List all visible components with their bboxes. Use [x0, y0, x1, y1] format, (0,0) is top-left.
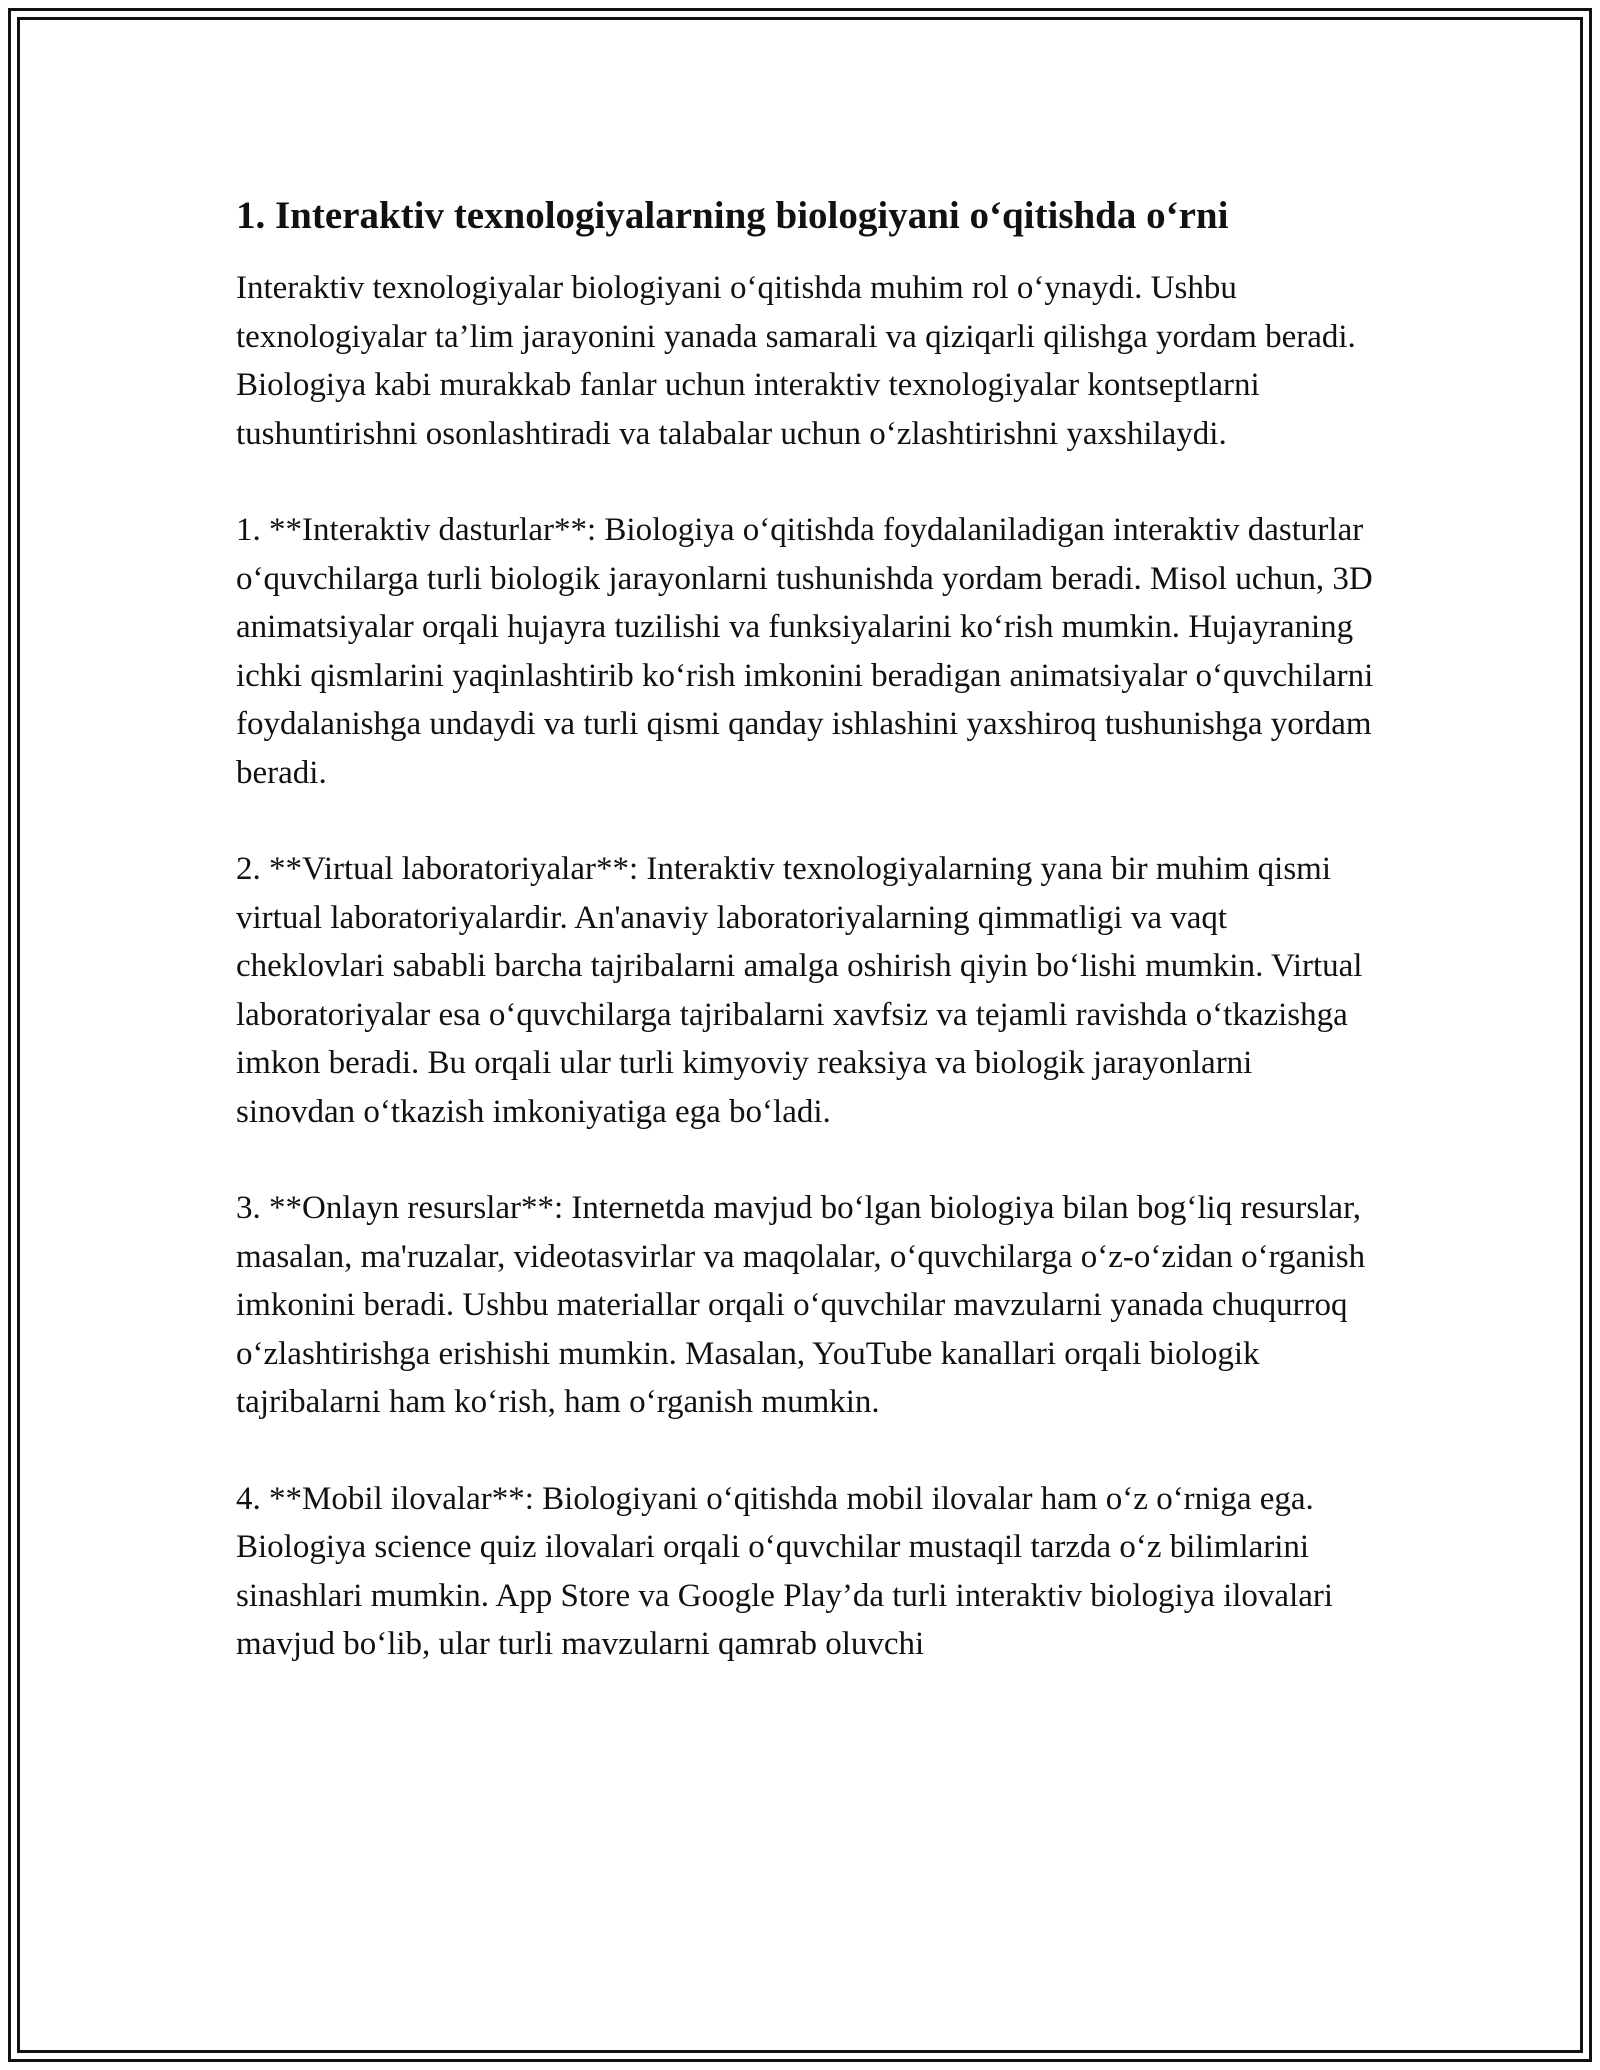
- section-title: 1. Interaktiv texnologiyalarning biologiyani o‘qitishda o‘rni: [236, 194, 1229, 237]
- paragraph-online-resources: 3. **Onlayn resurslar**: Internetda mavjud bo‘lgan biologiya bilan bog‘liq resurslar, masalan, ma'ruzalar, videotasvirlar va maqolalar, o‘quvchilarga o‘z-o‘zidan o‘rganish imkonini beradi. Ushbu materiallar orqali o‘quvchilar mavzularni yanada chuqurroq o‘zlashtirishga erishishi mumkin. Masalan, YouTube kanallari orqali biologik tajribalarni ham ko‘rish, ham o‘rganish mumkin.: [236, 1190, 1366, 1420]
- paragraph-mobile-apps: 4. **Mobil ilovalar**: Biologiyani o‘qitishda mobil ilovalar ham o‘z o‘rniga ega. Biologiya science quiz ilovalari orqali o‘quvchilar mustaqil tarzda o‘z bilimlarini sinashlari mumkin. App Store va Google Play’da turli interaktiv biologiya ilovalari mavjud bo‘lib, ular turli mavzularni qamrab oluvchi: [236, 1480, 1334, 1662]
- paragraph-virtual-labs: 2. **Virtual laboratoriyalar**: Interaktiv texnologiyalarning yana bir muhim qismi virtual laboratoriyalardir. An'anaviy laboratoriyalarning qimmatligi va vaqt cheklovlari sababli barcha tajribalarni amalga oshirish qiyin bo‘lishi mumkin. Virtual laboratoriyalar esa o‘quvchilarga tajribalarni xavfsiz va tejamli ravishda o‘tkazishga imkon beradi. Bu orqali ular turli kimyoviy reaksiya va biologik jarayonlarni sinovdan o‘tkazish imkoniyatiga ega bo‘ladi.: [236, 851, 1363, 1130]
- paragraph-intro: Interaktiv texnologiyalar biologiyani o‘qitishda muhim rol o‘ynaydi. Ushbu texnologiyalar ta’lim jarayonini yanada samarali va qiziqarli qilishga yordam beradi. Biologiya kabi murakkab fanlar uchun interaktiv texnologiyalar kontseptlarni tushuntirishni osonlashtiradi va talabalar uchun o‘zlashtirishni yaxshilaydi.: [236, 270, 1356, 452]
- paragraph-interactive-programs: 1. **Interaktiv dasturlar**: Biologiya o‘qitishda foydalaniladigan interaktiv dasturlar o‘quvchilarga turli biologik jarayonlarni tushunishda yordam beradi. Misol uchun, 3D animatsiyalar orqali hujayra tuzilishi va funksiyalarini ko‘rish mumkin. Hujayraning ichki qismlarini yaqinlashtirib ko‘rish imkonini beradigan animatsiyalar o‘quvchilarni foydalanishga undaydi va turli qismi qanday ishlashini yaxshiroq tushunishga yordam beradi.: [236, 512, 1374, 791]
- document-body: [236, 192, 1376, 1669]
